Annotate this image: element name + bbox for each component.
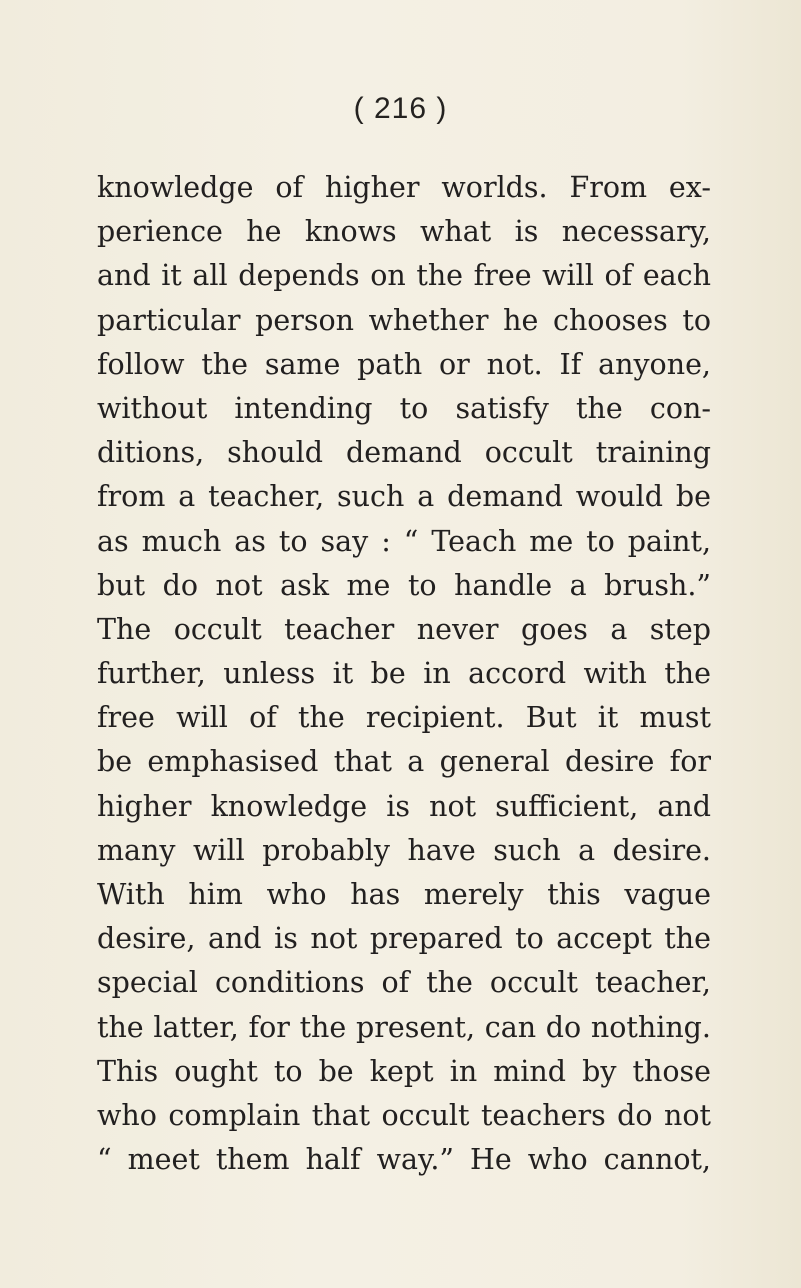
text-line: and it all depends on the free will of each [97, 259, 711, 293]
text-line: knowledge of higher worlds. From ex- [97, 171, 711, 204]
text-line: without intending to satisfy the con- [97, 391, 711, 425]
text-line: ditions, should demand occult training [97, 436, 711, 470]
text-line: further, unless it be in accord with the [97, 657, 711, 691]
text-line: perience he knows what is necessary, [97, 215, 711, 249]
text-line: many will probably have such a desire. [97, 833, 711, 867]
text-line: from a teacher, such a demand would be [97, 480, 711, 514]
text-line: free will of the recipient. But it must [97, 701, 711, 735]
text-line: desire, and is not prepared to accept the [97, 922, 711, 956]
text-line: who complain that occult teachers do not [97, 1098, 711, 1132]
text-line: higher knowledge is not sufficient, and [97, 789, 711, 823]
text-line: but do not ask me to handle a brush.” [97, 568, 711, 602]
text-line: as much as to say : “ Teach me to paint, [97, 524, 711, 558]
page-number: ( 216 ) [353, 92, 448, 125]
text-line: follow the same path or not. If anyone, [97, 347, 711, 381]
text-line: be emphasised that a general desire for [97, 745, 711, 779]
text-line: particular person whether he chooses to [97, 303, 711, 337]
text-line: This ought to be kept in mind by those [97, 1054, 711, 1088]
text-line: “ meet them half way.” He who cannot, [97, 1143, 711, 1177]
text-line: the latter, for the present, can do nothing. [97, 1010, 711, 1044]
text-line: special conditions of the occult teacher, [97, 966, 711, 1000]
body-text [97, 166, 711, 1182]
text-line: The occult teacher never goes a step [97, 612, 711, 646]
text-line: With him who has merely this vague [97, 878, 711, 911]
